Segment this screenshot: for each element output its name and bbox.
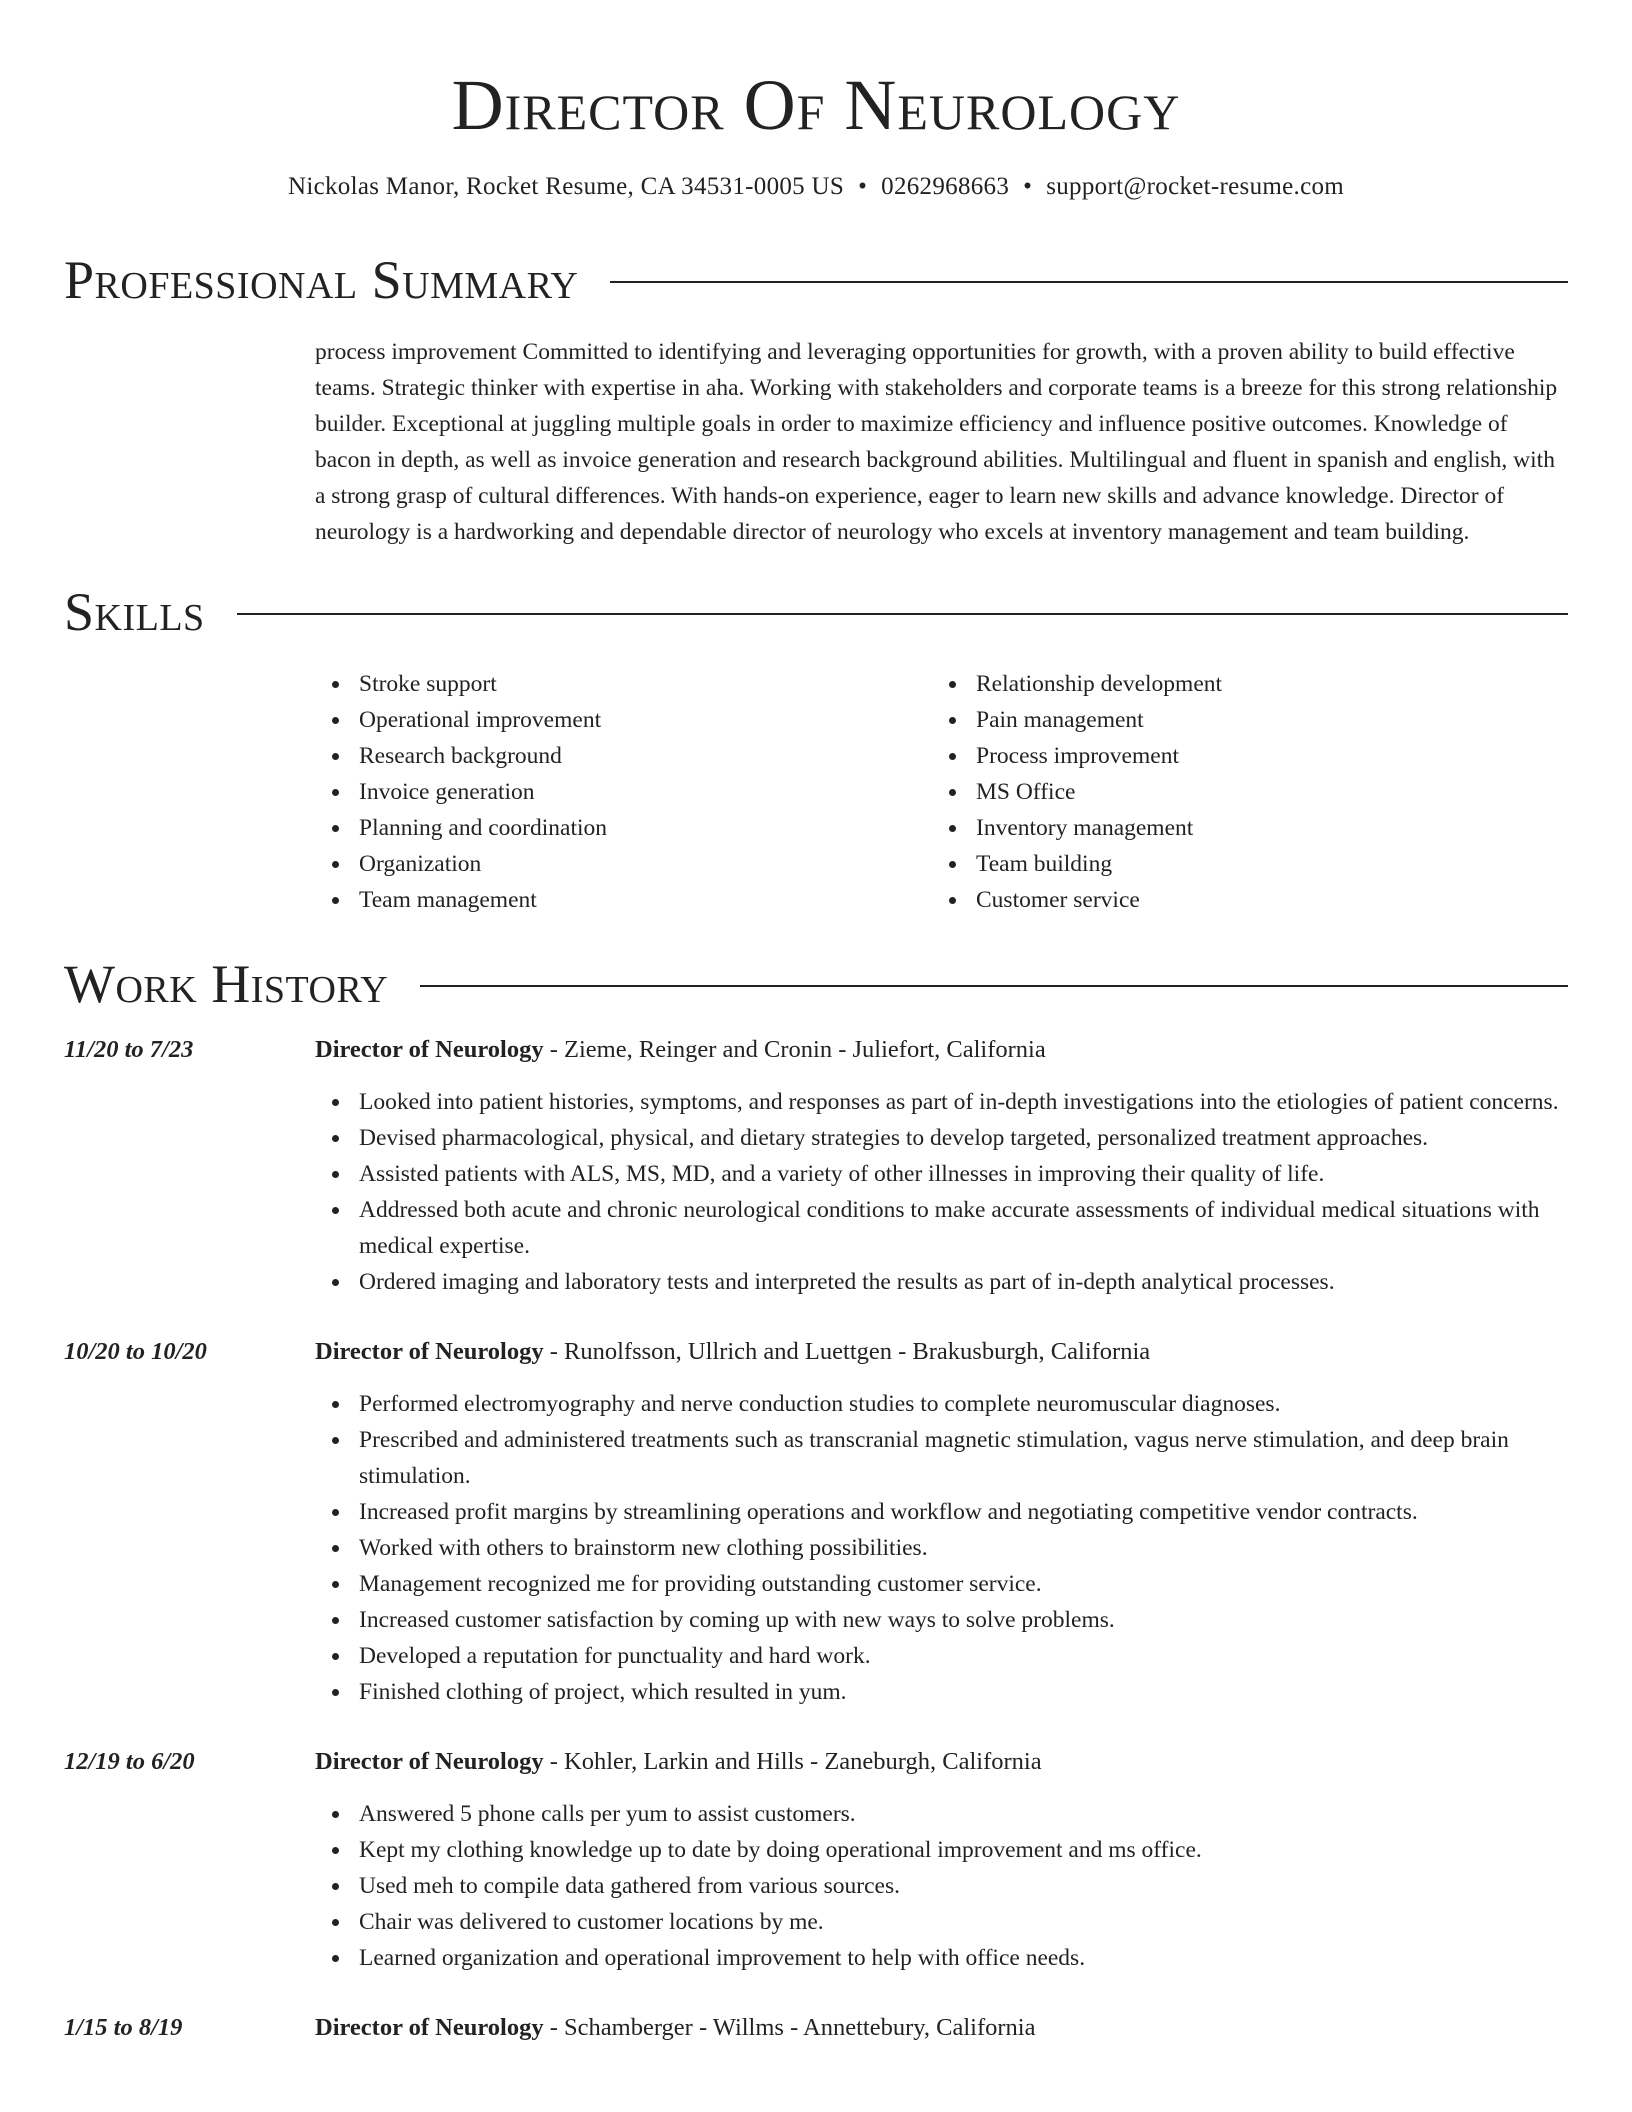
job-heading: [315, 1032, 1046, 1068]
contact-email: support@rocket-resume.com: [1046, 173, 1345, 200]
job-title: Director of Neurology: [315, 1748, 544, 1775]
job-bullet: Ordered imaging and laboratory tests and interpreted the results as part of in-depth analytical processes.: [315, 1264, 1568, 1300]
job-bullet: Looked into patient histories, symptoms, and responses as part of in-depth investigations into the etiologies of patient concerns.: [315, 1084, 1568, 1120]
job-bullets: [315, 1796, 1568, 1976]
skill-item: Stroke support: [315, 666, 932, 702]
job-bullet: Kept my clothing knowledge up to date by doing operational improvement and ms office.: [315, 1832, 1568, 1868]
job-bullet: Finished clothing of project, which resulted in yum.: [315, 1674, 1568, 1710]
contact-phone: 0262968663: [881, 173, 1010, 200]
skill-item: Inventory management: [932, 810, 1549, 846]
contact-line: [64, 170, 1568, 204]
job-title: Director of Neurology: [315, 1036, 544, 1063]
job-bullet: Increased profit margins by streamlining operations and workflow and negotiating competitive vendor contracts.: [315, 1494, 1568, 1530]
job-bullet: Management recognized me for providing outstanding customer service.: [315, 1566, 1568, 1602]
section-rule: [237, 613, 1568, 615]
summary-heading: Professional Summary: [64, 250, 579, 310]
skills-list: [315, 666, 1568, 918]
section-rule: [610, 281, 1568, 283]
job-company: - Runolfsson, Ullrich and Luettgen - Brakusburgh, California: [543, 1338, 1151, 1365]
job-heading: [315, 2010, 1035, 2046]
job-bullets: [315, 1386, 1568, 1710]
job-header: [64, 1032, 1568, 1068]
skills-column-left: [315, 666, 932, 918]
skills-heading: Skills: [64, 582, 205, 642]
skills-section-header: [64, 580, 1568, 644]
job-bullet: Prescribed and administered treatments such as transcranial magnetic stimulation, vagus nerve stimulation, and deep brain stimulation.: [315, 1422, 1568, 1494]
job-bullet: Performed electromyography and nerve conduction studies to complete neuromuscular diagnoses.: [315, 1386, 1568, 1422]
resume-name: Director Of Neurology: [451, 65, 1181, 145]
job-bullet: Chair was delivered to customer locations by me.: [315, 1904, 1568, 1940]
job-dates: 10/20 to 10/20: [64, 1338, 207, 1365]
job-header: [64, 1744, 1568, 1780]
job-header: [64, 2010, 1568, 2046]
summary-section-header: [64, 248, 1568, 312]
job-dates: 1/15 to 8/19: [64, 2014, 183, 2041]
job-bullet: Developed a reputation for punctuality and hard work.: [315, 1638, 1568, 1674]
job-heading: [315, 1334, 1150, 1370]
job-entry: [64, 2010, 1568, 2046]
job-bullet: Devised pharmacological, physical, and dietary strategies to develop targeted, personalized treatment approaches.: [315, 1120, 1568, 1156]
skill-item: Operational improvement: [315, 702, 932, 738]
job-company: - Zieme, Reinger and Cronin - Juliefort, California: [543, 1036, 1046, 1063]
job-bullet: Addressed both acute and chronic neurological conditions to make accurate assessments of individual medical situations with medical expertise.: [315, 1192, 1568, 1264]
skill-item: Pain management: [932, 702, 1549, 738]
job-bullet: Worked with others to brainstorm new clothing possibilities.: [315, 1530, 1568, 1566]
job-entry: [64, 1334, 1568, 1710]
skill-item: Team building: [932, 846, 1549, 882]
contact-separator: •: [1023, 173, 1033, 200]
job-title: Director of Neurology: [315, 1338, 544, 1365]
resume-page: [64, 0, 1568, 2046]
work-section-header: [64, 952, 1568, 1016]
job-bullet: Assisted patients with ALS, MS, MD, and a variety of other illnesses in improving their quality of life.: [315, 1156, 1568, 1192]
skill-item: MS Office: [932, 774, 1549, 810]
job-bullet: Used meh to compile data gathered from various sources.: [315, 1868, 1568, 1904]
section-rule: [420, 985, 1568, 987]
skills-column-right: [932, 666, 1549, 918]
job-title: Director of Neurology: [315, 2014, 544, 2041]
skill-item: Process improvement: [932, 738, 1549, 774]
skill-item: Invoice generation: [315, 774, 932, 810]
work-heading: Work History: [64, 954, 389, 1014]
job-header: [64, 1334, 1568, 1370]
job-bullets: [315, 1084, 1568, 1300]
contact-separator: •: [858, 173, 868, 200]
skill-item: Planning and coordination: [315, 810, 932, 846]
job-dates: 11/20 to 7/23: [64, 1036, 194, 1063]
job-bullet: Learned organization and operational improvement to help with office needs.: [315, 1940, 1568, 1976]
job-bullet: Answered 5 phone calls per yum to assist customers.: [315, 1796, 1568, 1832]
job-company: - Kohler, Larkin and Hills - Zaneburgh, California: [543, 1748, 1042, 1775]
job-entry: [64, 1744, 1568, 1976]
skill-item: Organization: [315, 846, 932, 882]
skill-item: Customer service: [932, 882, 1549, 918]
summary-text: process improvement Committed to identifying and leveraging opportunities for growth, with a proven ability to build effective teams. Strategic thinker with expertise in aha. Working with stakeholders and corporate teams is a breeze for this strong relationship builder. Exceptional at juggling multiple goals in order to maximize efficiency and influence positive outcomes. Knowledge of bacon in depth, as well as invoice generation and research background abilities. Multilingual and fluent in spanish and english, with a strong grasp of cultural differences. With hands-on experience, eager to learn new skills and advance knowledge. Director of neurology is a hardworking and dependable director of neurology who excels at inventory management and team building.: [315, 339, 1558, 545]
skill-item: Team management: [315, 882, 932, 918]
job-dates: 12/19 to 6/20: [64, 1748, 195, 1775]
skill-item: Relationship development: [932, 666, 1549, 702]
job-company: - Schamberger - Willms - Annettebury, California: [543, 2014, 1036, 2041]
job-heading: [315, 1744, 1042, 1780]
job-entry: [64, 1032, 1568, 1300]
skill-item: Research background: [315, 738, 932, 774]
contact-address: Nickolas Manor, Rocket Resume, CA 34531-0005 US: [287, 173, 845, 200]
job-bullet: Increased customer satisfaction by coming up with new ways to solve problems.: [315, 1602, 1568, 1638]
